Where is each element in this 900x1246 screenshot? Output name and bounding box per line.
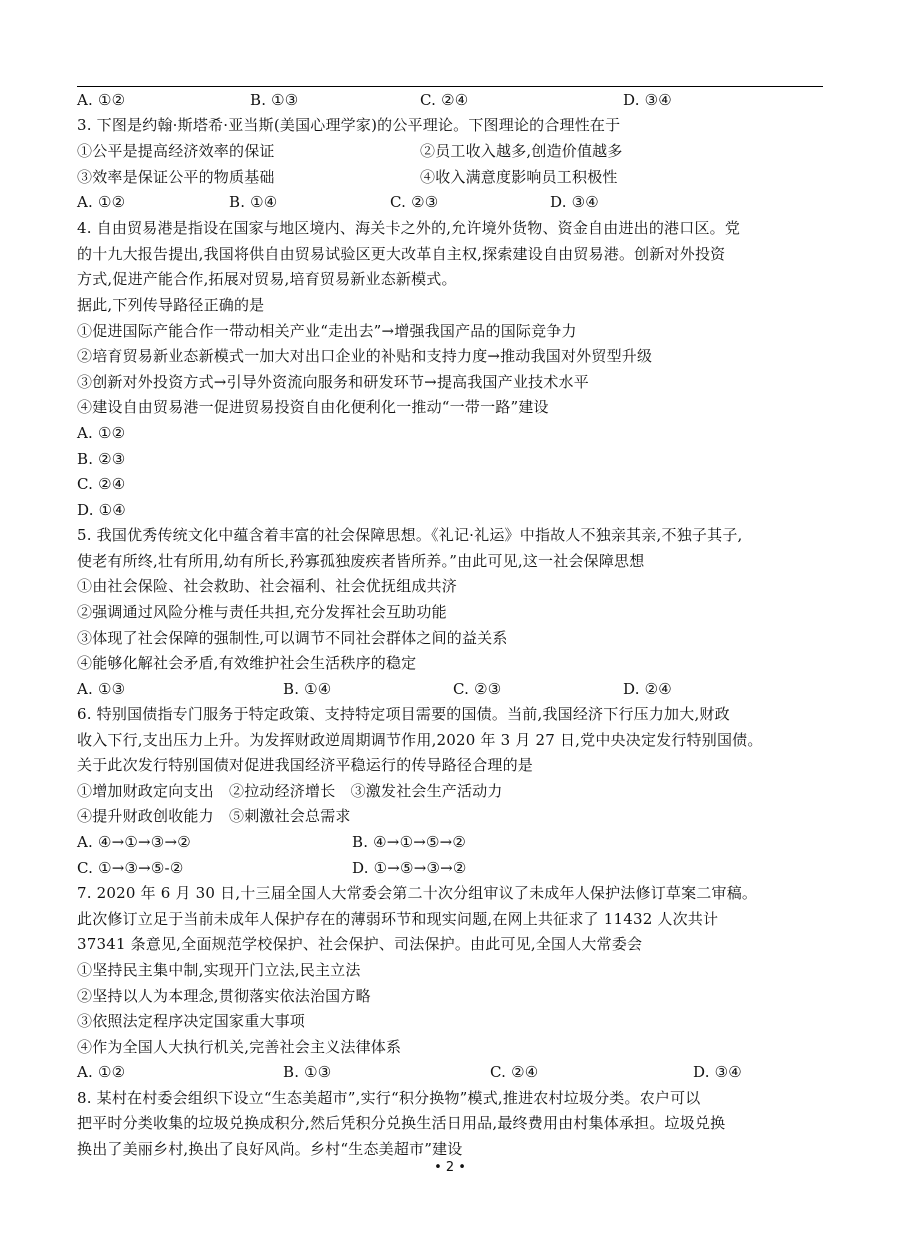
q6-option-b: B. ④→①→⑤→② [352,833,467,851]
q4-item-4: ④建设自由贸易港一促进贸易投资自由化便利化一推动“一带一路”建设 [77,398,549,416]
q3-options [77,191,823,213]
q3-item-2: ②员工收入越多,创造价值越多 [420,142,623,160]
q3-option-d: D. ③④ [550,193,599,211]
q5-item-1: ①由社会保险、社会救助、社会福利、社会优抚组成共济 [77,577,458,595]
q4-item-3: ③创新对外投资方式→引导外资流向服务和研发环节→提高我国产业技术水平 [77,373,589,391]
top-rule [77,86,823,87]
q6-option-a: A. ④→①→③→② [77,833,191,851]
q3-option-c: C. ②③ [390,193,439,211]
q5-item-3: ③体现了社会保障的强制性,可以调节不同社会群体之间的益关系 [77,629,508,647]
q2-option-a: A. ①② [77,91,126,109]
q3-item-3: ③效率是保证公平的物质基础 [77,168,275,186]
q2-options [77,89,823,111]
page-number: • 2 • [434,1160,466,1175]
q4-option-b: B. ②③ [77,450,126,468]
q4-item-1: ①促进国际产能合作一带动相关产业“走出去”→增强我国产品的国际竞争力 [77,322,577,340]
q7-item-1: ①坚持民主集中制,实现开门立法,民主立法 [77,961,361,979]
q4-option-d: D. ①④ [77,501,126,519]
q8-stem-line-2: 把平时分类收集的垃圾兑换成积分,然后凭积分兑换生活日用品,最终费用由村集体承担。垃圾兑换 [77,1114,726,1132]
q3-item-1: ①公平是提高经济效率的保证 [77,142,275,160]
q5-option-b: B. ①④ [283,680,332,698]
q7-item-4: ④作为全国人大执行机关,完善社会主义法律体系 [77,1038,402,1056]
q5-option-a: A. ①③ [77,680,126,698]
q5-item-4: ④能够化解社会矛盾,有效维护社会生活秩序的稳定 [77,654,417,672]
q3-items-row1 [77,140,823,162]
q6-stem-line-3: 关于此次发行特别国债对促进我国经济平稳运行的传导路径合理的是 [77,756,534,774]
q8-stem-line-1: 8. 某村在村委会组织下设立“生态美超市”,实行“积分换物”模式,推进农村垃圾分类。农户可以 [77,1089,701,1107]
q7-options [77,1061,823,1083]
q5-stem-line-1: 5. 我国优秀传统文化中蕴含着丰富的社会保障思想。《礼记·礼运》中指故人不独亲其亲,不独子其子, [77,526,743,544]
q7-item-2: ②坚持以人为本理念,贯彻落实依法治国方略 [77,987,371,1005]
q4-stem-line-1: 4. 自由贸易港是指设在国家与地区境内、海关卡之外的,允许境外货物、资金自由进出的港口区。党 [77,219,741,237]
q7-option-c: C. ②④ [490,1063,539,1081]
q7-stem-line-1: 7. 2020 年 6 月 30 日,十三届全国人大常委会第二十次分组审议了未成年人保护法修订草案二审稿。 [77,884,758,902]
q5-option-d: D. ②④ [623,680,672,698]
q6-stem-line-2: 收入下行,支出压力上升。为发挥财政逆周期调节作用,2020 年 3 月 27 日,党中央决定发行特别国债。 [77,731,763,749]
q6-options-row1 [77,831,823,853]
q7-stem-line-3: 37341 条意见,全面规范学校保护、社会保护、司法保护。由此可见,全国人大常委会 [77,935,643,953]
q7-option-a: A. ①② [77,1063,126,1081]
q4-option-c: C. ②④ [77,475,126,493]
q3-option-a: A. ①② [77,193,126,211]
q3-item-4: ④收入满意度影响员工积极性 [420,168,618,186]
q3-option-b: B. ①④ [229,193,278,211]
q5-item-2: ②强调通过风险分椎与责任共担,充分发挥社会互助功能 [77,603,447,621]
q7-option-b: B. ①③ [283,1063,332,1081]
q4-stem-line-2: 的十九大报告提出,我国将供自由贸易试验区更大改革自主权,探索建设自由贸易港。创新对外投资 [77,245,726,263]
q5-option-c: C. ②③ [453,680,502,698]
q6-items-row2: ④提升财政创收能力 ⑤刺激社会总需求 [77,807,351,825]
q8-stem-line-3: 换出了美丽乡村,换出了良好风尚。乡村“生态美超市”建设 [77,1140,463,1158]
q7-item-3: ③依照法定程序决定国家重大事项 [77,1012,306,1030]
q7-option-d: D. ③④ [693,1063,742,1081]
q2-option-d: D. ③④ [623,91,672,109]
q4-item-2: ②培育贸易新业态新模式一加大对出口企业的补贴和支持力度→推动我国对外贸型升级 [77,347,653,365]
q2-option-b: B. ①③ [250,91,299,109]
q5-options [77,678,823,700]
q4-stem-line-4: 据此,下列传导路径正确的是 [77,296,265,314]
q4-option-a: A. ①② [77,424,126,442]
q2-option-c: C. ②④ [420,91,469,109]
q3-items-row2 [77,166,823,188]
q3-stem: 3. 下图是约翰·斯塔希·亚当斯(美国心理学家)的公平理论。下图理论的合理性在于 [77,116,621,134]
q6-option-d: D. ①→⑤→③→② [352,859,467,877]
q5-stem-line-2: 使老有所终,壮有所用,幼有所长,矜寡孤独废疾者皆所养。”由此可见,这一社会保障思想 [77,552,645,570]
q7-stem-line-2: 此次修订立足于当前未成年人保护存在的薄弱环节和现实问题,在网上共征求了 11432 人次共计 [77,910,719,928]
q6-items-row1: ①增加财政定向支出 ②拉动经济增长 ③激发社会生产活动力 [77,782,503,800]
q4-stem-line-3: 方式,促进产能合作,拓展对贸易,培育贸易新业态新模式。 [77,270,457,288]
q6-stem-line-1: 6. 特别国债指专门服务于特定政策、支持特定项目需要的国债。当前,我国经济下行压力加大,财政 [77,705,730,723]
q6-options-row2 [77,857,823,879]
q6-option-c: C. ①→③→⑤-② [77,859,184,877]
